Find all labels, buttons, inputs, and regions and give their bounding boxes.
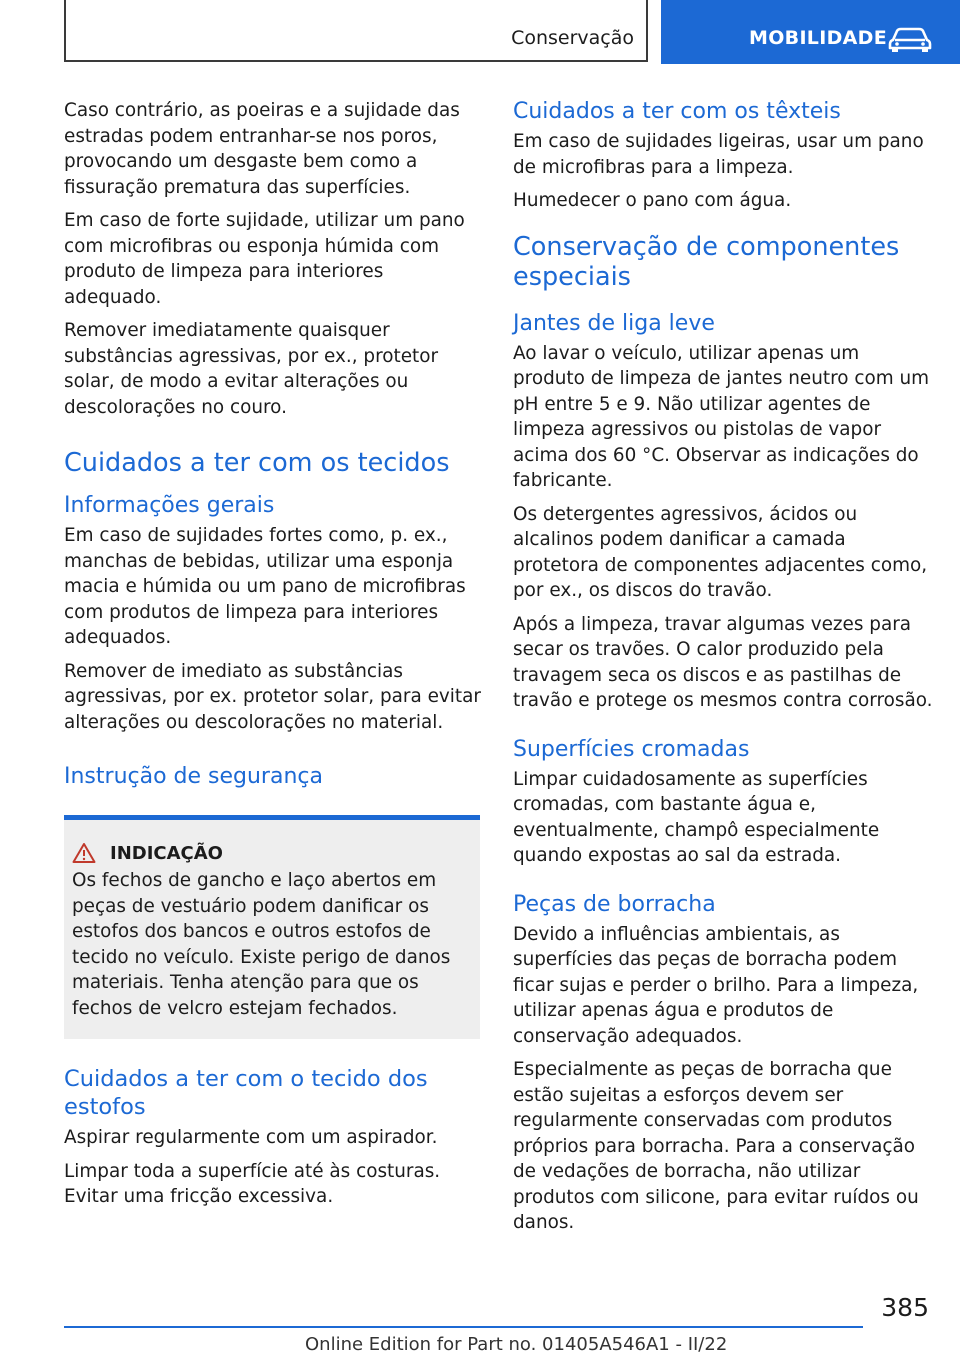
paragraph: Humedecer o pano com água. xyxy=(513,190,792,211)
left-column xyxy=(64,98,484,1218)
paragraph: Devido a influências ambientais, as superfícies das peças de borracha podem ficar sujas e perder o brilho. Para a limpeza, utilizar apenas água e produtos de conservação adequados. xyxy=(513,923,919,1047)
heading-textiles-care-2: Cuidados a ter com os têxteis xyxy=(513,99,841,124)
heading-rubber-parts: Peças de borracha xyxy=(513,891,716,917)
paragraph: Em caso de sujidades fortes como, p. ex., manchas de bebidas, utilizar uma esponja macia e húmida ou um pano de microfibras com produtos de limpeza para interiores adequados. xyxy=(64,525,466,648)
heading-textiles-care: Cuidados a ter com os tecidos xyxy=(64,448,450,478)
paragraph: Os detergentes agressivos, ácidos ou alcalinos podem danificar a camada protetora de componentes adjacentes como, por ex., os discos do travão. xyxy=(513,503,928,601)
paragraph: Após a limpeza, travar algumas vezes para secar os travões. O calor produzido pela travagem seca os discos e as pastilhas de travão e protege os mesmos contra corrosão. xyxy=(513,613,933,711)
header-section-title: Conservação xyxy=(511,27,634,49)
heading-chrome-surfaces: Superfícies cromadas xyxy=(513,736,750,762)
footer-divider xyxy=(64,1326,863,1328)
heading-general-info: Informações gerais xyxy=(64,493,275,518)
paragraph: Remover de imediato as substâncias agressivas, por ex. protetor solar, para evitar alterações ou descolorações no material. xyxy=(64,660,481,733)
heading-safety-instruction: Instrução de segurança xyxy=(64,764,323,789)
header-chapter-box xyxy=(661,0,960,64)
paragraph: Em caso de forte sujidade, utilizar um pano com microfibras ou esponja húmida com produto de limpeza para interiores adequado. xyxy=(64,210,465,308)
warning-text: Os fechos de gancho e laço abertos em peças de vestuário podem danificar os estofos dos bancos e outros estofos de tecido no veículo. Existe perigo de danos materiais. Tenha atenção para que os fechos de velcro estejam fechados. xyxy=(72,870,451,1019)
heading-special-components: Conservação de componentes especiais xyxy=(513,231,900,292)
paragraph: Limpar toda a superfície até às costuras. Evitar uma fricção excessiva. xyxy=(64,1160,441,1207)
warning-label: INDICAÇÃO xyxy=(110,842,223,864)
warning-triangle-icon xyxy=(72,842,96,864)
page-number: 385 xyxy=(881,1293,929,1322)
footer-edition: Online Edition for Part no. 01405A546A1 - II/22 xyxy=(305,1334,728,1355)
header-chapter-title: MOBILIDADE xyxy=(749,27,888,49)
paragraph: Caso contrário, as poeiras e a sujidade das estradas podem entranhar-se nos poros, provocando um desgaste bem como a fissuração prematura das superfícies. xyxy=(64,100,460,198)
warning-title xyxy=(72,842,474,864)
heading-upholstery-care: Cuidados a ter com o tecido dos estofos xyxy=(64,1066,428,1120)
warning-box xyxy=(64,815,480,1039)
header-section-box xyxy=(64,0,648,62)
right-column xyxy=(513,98,933,1244)
paragraph: Remover imediatamente quaisquer substâncias agressivas, por ex., protetor solar, de modo a evitar alterações ou descolorações no couro. xyxy=(64,320,439,418)
car-icon xyxy=(887,26,933,52)
paragraph: Especialmente as peças de borracha que estão sujeitas a esforços devem ser regularmente conservadas com produtos próprios para borracha. Para a conservação de vedações de borracha, não utilizar produtos com silicone, para evitar ruídos ou danos. xyxy=(513,1059,919,1233)
paragraph: Em caso de sujidades ligeiras, usar um pano de microfibras para a limpeza. xyxy=(513,131,924,178)
paragraph: Ao lavar o veículo, utilizar apenas um produto de limpeza de jantes neutro com um pH entre 5 e 9. Não utilizar agentes de limpeza agressivos ou pistolas de vapor acima dos 60 °C. Observar as indicações do fabricante. xyxy=(513,342,930,491)
heading-alloy-wheels: Jantes de liga leve xyxy=(513,310,715,336)
paragraph: Aspirar regularmente com um aspirador. xyxy=(64,1127,438,1148)
paragraph: Limpar cuidadosamente as superfícies cromadas, com bastante água e, eventualmente, champô especialmente quando expostas ao sal da estrada. xyxy=(513,768,880,866)
